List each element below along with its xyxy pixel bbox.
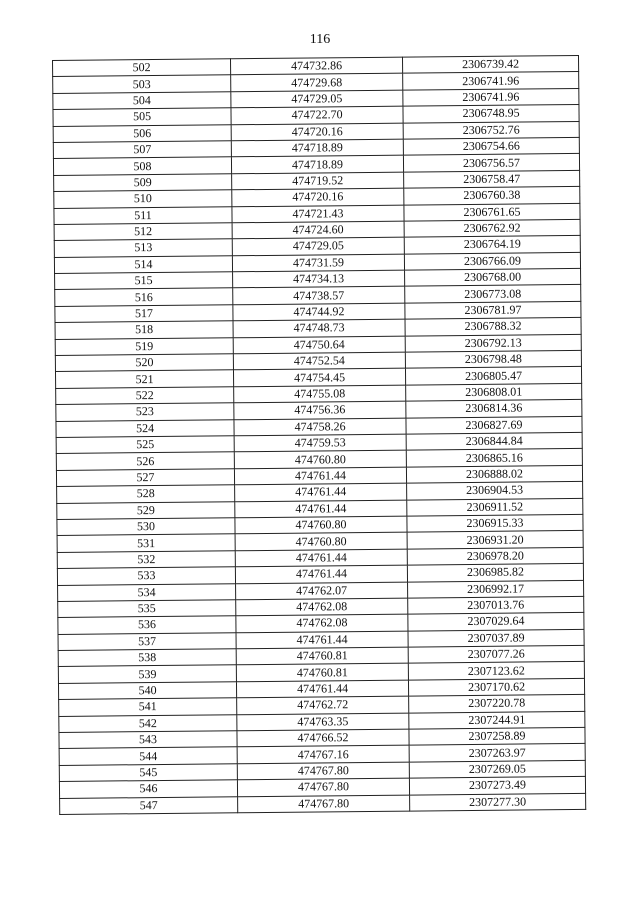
- point-number-cell: 546: [59, 780, 237, 798]
- point-number-cell: 534: [58, 583, 236, 601]
- x-coordinate-cell: 474755.08: [234, 385, 406, 403]
- point-number-cell: 505: [53, 108, 231, 126]
- y-coordinate-cell: 2306915.33: [407, 514, 583, 532]
- y-coordinate-cell: 2306748.95: [403, 105, 579, 123]
- y-coordinate-cell: 2307013.76: [408, 596, 584, 614]
- x-coordinate-cell: 474760.81: [236, 647, 408, 665]
- x-coordinate-cell: 474729.05: [232, 237, 404, 255]
- point-number-cell: 539: [58, 665, 236, 683]
- x-coordinate-cell: 474767.80: [237, 762, 409, 780]
- y-coordinate-cell: 2307029.64: [408, 613, 584, 631]
- y-coordinate-cell: 2307170.62: [408, 678, 584, 696]
- point-number-cell: 542: [59, 714, 237, 732]
- x-coordinate-cell: 474767.16: [237, 746, 409, 764]
- x-coordinate-cell: 474720.16: [231, 123, 403, 141]
- x-coordinate-cell: 474729.05: [231, 90, 403, 108]
- x-coordinate-cell: 474760.81: [236, 664, 408, 682]
- point-number-cell: 522: [56, 387, 234, 405]
- x-coordinate-cell: 474732.86: [230, 57, 402, 75]
- point-number-cell: 524: [56, 419, 234, 437]
- x-coordinate-cell: 474722.70: [231, 106, 403, 124]
- y-coordinate-cell: 2306805.47: [405, 367, 581, 385]
- y-coordinate-cell: 2306865.16: [406, 449, 582, 467]
- point-number-cell: 511: [54, 206, 232, 224]
- point-number-cell: 532: [57, 550, 235, 568]
- y-coordinate-cell: 2306739.42: [402, 55, 578, 73]
- point-number-cell: 506: [53, 124, 231, 142]
- point-number-cell: 547: [60, 796, 238, 814]
- point-number-cell: 515: [55, 272, 233, 290]
- y-coordinate-cell: 2307220.78: [409, 695, 585, 713]
- point-number-cell: 535: [58, 600, 236, 618]
- point-number-cell: 536: [58, 616, 236, 634]
- point-number-cell: 537: [58, 632, 236, 650]
- point-number-cell: 517: [55, 305, 233, 323]
- x-coordinate-cell: 474762.07: [236, 582, 408, 600]
- x-coordinate-cell: 474767.80: [238, 795, 410, 813]
- point-number-cell: 510: [54, 190, 232, 208]
- point-number-cell: 518: [55, 321, 233, 339]
- x-coordinate-cell: 474752.54: [233, 352, 405, 370]
- point-number-cell: 521: [55, 370, 233, 388]
- y-coordinate-cell: 2307258.89: [409, 727, 585, 745]
- x-coordinate-cell: 474719.52: [232, 172, 404, 190]
- point-number-cell: 531: [57, 534, 235, 552]
- y-coordinate-cell: 2306888.02: [406, 465, 582, 483]
- y-coordinate-cell: 2307277.30: [410, 793, 586, 811]
- x-coordinate-cell: 474761.44: [235, 549, 407, 567]
- x-coordinate-cell: 474761.44: [235, 483, 407, 501]
- page-number: 116: [309, 32, 331, 47]
- x-coordinate-cell: 474767.80: [237, 778, 409, 796]
- x-coordinate-cell: 474760.80: [235, 532, 407, 550]
- y-coordinate-cell: 2306844.84: [406, 432, 582, 450]
- point-number-cell: 544: [59, 747, 237, 765]
- coordinates-table-body: [53, 55, 586, 814]
- y-coordinate-cell: 2306808.01: [406, 383, 582, 401]
- point-number-cell: 528: [57, 485, 235, 503]
- point-number-cell: 541: [59, 698, 237, 716]
- x-coordinate-cell: 474762.72: [237, 696, 409, 714]
- y-coordinate-cell: 2306766.09: [404, 252, 580, 270]
- x-coordinate-cell: 474738.57: [233, 287, 405, 305]
- x-coordinate-cell: 474760.80: [235, 516, 407, 534]
- point-number-cell: 545: [59, 764, 237, 782]
- x-coordinate-cell: 474761.44: [235, 500, 407, 518]
- point-number-cell: 519: [55, 337, 233, 355]
- point-number-cell: 504: [53, 92, 231, 110]
- y-coordinate-cell: 2306752.76: [403, 121, 579, 139]
- y-coordinate-cell: 2307269.05: [409, 760, 585, 778]
- point-number-cell: 512: [54, 223, 232, 241]
- y-coordinate-cell: 2306741.96: [403, 88, 579, 106]
- coordinates-table: [52, 55, 586, 815]
- y-coordinate-cell: 2306814.36: [406, 400, 582, 418]
- x-coordinate-cell: 474748.73: [233, 319, 405, 337]
- x-coordinate-cell: 474761.44: [236, 631, 408, 649]
- y-coordinate-cell: 2306798.48: [405, 350, 581, 368]
- y-coordinate-cell: 2306764.19: [404, 236, 580, 254]
- point-number-cell: 509: [54, 174, 232, 192]
- x-coordinate-cell: 474761.44: [234, 467, 406, 485]
- point-number-cell: 523: [56, 403, 234, 421]
- x-coordinate-cell: 474760.80: [234, 450, 406, 468]
- y-coordinate-cell: 2306904.53: [407, 482, 583, 500]
- y-coordinate-cell: 2306992.17: [408, 580, 584, 598]
- y-coordinate-cell: 2306758.47: [404, 170, 580, 188]
- point-number-cell: 533: [57, 567, 235, 585]
- x-coordinate-cell: 474763.35: [237, 713, 409, 731]
- x-coordinate-cell: 474718.89: [231, 155, 403, 173]
- x-coordinate-cell: 474762.08: [236, 598, 408, 616]
- y-coordinate-cell: 2306911.52: [407, 498, 583, 516]
- x-coordinate-cell: 474754.45: [233, 369, 405, 387]
- y-coordinate-cell: 2306741.96: [403, 72, 579, 90]
- y-coordinate-cell: 2306985.82: [407, 564, 583, 582]
- y-coordinate-cell: 2306773.08: [405, 285, 581, 303]
- x-coordinate-cell: 474750.64: [233, 336, 405, 354]
- x-coordinate-cell: 474721.43: [232, 205, 404, 223]
- point-number-cell: 526: [56, 452, 234, 470]
- point-number-cell: 503: [53, 75, 231, 93]
- y-coordinate-cell: 2307077.26: [408, 645, 584, 663]
- y-coordinate-cell: 2307123.62: [408, 662, 584, 680]
- point-number-cell: 514: [54, 255, 232, 273]
- y-coordinate-cell: 2307273.49: [409, 777, 585, 795]
- point-number-cell: 525: [56, 436, 234, 454]
- x-coordinate-cell: 474724.60: [232, 221, 404, 239]
- x-coordinate-cell: 474744.92: [233, 303, 405, 321]
- y-coordinate-cell: 2306978.20: [407, 547, 583, 565]
- point-number-cell: 508: [53, 157, 231, 175]
- x-coordinate-cell: 474731.59: [232, 254, 404, 272]
- point-number-cell: 529: [57, 501, 235, 519]
- y-coordinate-cell: 2306792.13: [405, 334, 581, 352]
- x-coordinate-cell: 474766.52: [237, 729, 409, 747]
- y-coordinate-cell: 2306768.00: [405, 269, 581, 287]
- y-coordinate-cell: 2307263.97: [409, 744, 585, 762]
- x-coordinate-cell: 474729.68: [231, 74, 403, 92]
- x-coordinate-cell: 474756.36: [234, 401, 406, 419]
- x-coordinate-cell: 474761.44: [235, 565, 407, 583]
- y-coordinate-cell: 2307037.89: [408, 629, 584, 647]
- point-number-cell: 530: [57, 518, 235, 536]
- point-number-cell: 502: [53, 59, 231, 77]
- y-coordinate-cell: 2306754.66: [403, 137, 579, 155]
- y-coordinate-cell: 2306781.97: [405, 301, 581, 319]
- y-coordinate-cell: 2306788.32: [405, 318, 581, 336]
- x-coordinate-cell: 474759.53: [234, 434, 406, 452]
- x-coordinate-cell: 474758.26: [234, 418, 406, 436]
- x-coordinate-cell: 474734.13: [233, 270, 405, 288]
- y-coordinate-cell: 2306827.69: [406, 416, 582, 434]
- y-coordinate-cell: 2307244.91: [409, 711, 585, 729]
- y-coordinate-cell: 2306762.92: [404, 219, 580, 237]
- x-coordinate-cell: 474720.16: [232, 188, 404, 206]
- point-number-cell: 538: [58, 649, 236, 667]
- y-coordinate-cell: 2306756.57: [403, 154, 579, 172]
- point-number-cell: 543: [59, 731, 237, 749]
- coordinates-table-wrap: [52, 55, 585, 815]
- point-number-cell: 513: [54, 239, 232, 257]
- y-coordinate-cell: 2306760.38: [404, 187, 580, 205]
- y-coordinate-cell: 2306931.20: [407, 531, 583, 549]
- y-coordinate-cell: 2306761.65: [404, 203, 580, 221]
- point-number-cell: 507: [53, 141, 231, 159]
- x-coordinate-cell: 474761.44: [236, 680, 408, 698]
- x-coordinate-cell: 474762.08: [236, 614, 408, 632]
- point-number-cell: 540: [58, 682, 236, 700]
- point-number-cell: 520: [55, 354, 233, 372]
- x-coordinate-cell: 474718.89: [231, 139, 403, 157]
- point-number-cell: 516: [55, 288, 233, 306]
- point-number-cell: 527: [56, 469, 234, 487]
